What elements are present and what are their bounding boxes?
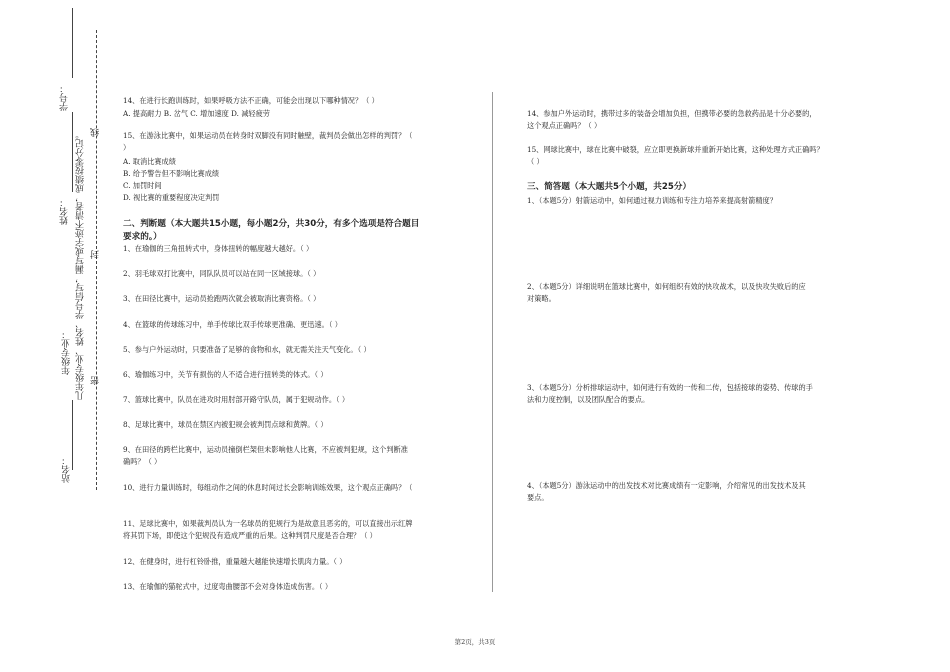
right-question-15-cont: （ ）	[527, 157, 544, 166]
judgment-7: 7、篮球比赛中，队员在进攻时用肘部开路守队员，属于犯规动作。（ ）	[123, 395, 350, 404]
judgment-9-cont: 确吗？（ ）	[123, 457, 162, 466]
judgment-3: 3、在田径比赛中，运动员抢跑两次就会被取消比赛资格。（ ）	[123, 294, 321, 303]
student-id-label: 学号：	[60, 84, 70, 111]
essay-4-cont: 要点。	[527, 493, 549, 502]
judgment-11-cont: 将其罚下场，即使这个犯规没有造成严重的后果。这种判罚尺度是否合理？（ ）	[123, 531, 377, 540]
judgment-5: 5、参与户外运动时，只要准备了足够的食物和水，就无需关注天气变化。（ ）	[123, 345, 371, 354]
school-label: 站名：	[62, 456, 72, 483]
question-14-options: A. 提高耐力 B. 岔气 C. 增加速度 D. 减轻疲劳	[123, 109, 270, 118]
name-label: 姓名：	[60, 198, 70, 225]
secret-char: 密	[91, 376, 101, 385]
section-2-title-cont: 要求的。）	[123, 232, 162, 242]
binding-warning-text: 几年级专业、姓名、学号信写，漏写或字迹不清者，成绩按零分记。	[76, 130, 86, 400]
question-15: 15、在游泳比赛中，如果运动员在转身时双脚没有同时触壁，裁判员会做出怎样的判罚？（	[123, 131, 413, 140]
essay-1: 1、（本题5分）射箭运动中，如何通过视力训练和专注力培养来提高射箭精度？	[527, 196, 777, 205]
right-question-14-cont: 这个观点正确吗？（ ）	[527, 121, 602, 130]
essay-3-cont: 法和力度控制，以及团队配合的要点。	[527, 395, 650, 404]
question-15-option-d: D. 视比赛的重要程度决定判罚	[123, 193, 220, 202]
grade-major-label: 年级专业：	[62, 330, 72, 375]
judgment-11: 11、足球比赛中，如果裁判员认为一名球员的犯规行为是故意且恶劣的，可以直接出示红牌	[123, 519, 413, 528]
essay-3: 3、（本题5分）分析排球运动中，如何进行有效的一传和二传，包括接球的姿势、传球的手	[527, 383, 813, 392]
judgment-8: 8、足球比赛中，球员在禁区内被犯规会被判罚点球和黄牌。（ ）	[123, 420, 328, 429]
judgment-13: 13、在瑜伽的猫驼式中，过度弯曲腰部不会对身体造成伤害。（ ）	[123, 582, 333, 591]
right-question-15: 15、网球比赛中，球在比赛中破裂，应立即更换新球并重新开始比赛，这种处理方式正确吗？	[527, 145, 824, 154]
essay-4: 4、（本题5分）游泳运动中的出发技术对比赛成绩有一定影响，介绍常见的出发技术及其	[527, 481, 806, 490]
judgment-2: 2、羽毛球双打比赛中，同队队员可以站在同一区域接球。（ ）	[123, 269, 321, 278]
right-question-14: 14、参加户外运动时，携带过多的装备会增加负担，但携带必要的急救药品是十分必要的，	[527, 109, 817, 118]
judgment-12: 12、在健身时，进行杠铃卧推，重量越大越能快速增长肌肉力量。（ ）	[123, 557, 347, 566]
question-14: 14、在进行长跑训练时，如果呼吸方法不正确，可能会出现以下哪种情况？（ ）	[123, 96, 379, 105]
judgment-9: 9、在田径的跨栏比赛中，运动员撞倒栏架但未影响他人比赛，不应被判犯规，这个判断准	[123, 445, 408, 454]
section-2-title: 二、判断题（本大题共15小题，每小题2分，共30分，有多个选项是符合题目	[123, 219, 420, 229]
judgment-1: 1、在瑜伽的三角扭转式中，身体扭转的幅度越大越好。（ ）	[123, 244, 314, 253]
question-15-option-c: C. 加罚时间	[123, 181, 162, 190]
judgment-6: 6、瑜伽练习中，关节有损伤的人不适合进行扭转类的体式。（ ）	[123, 370, 328, 379]
page-footer: 第2页，共3页	[454, 638, 496, 646]
essay-2: 2、（本题5分）详细说明在篮球比赛中，如何组织有效的快攻战术，以及快攻失败后的应	[527, 282, 806, 291]
seal-char: 封	[91, 250, 101, 259]
question-15-option-a: A. 取消比赛成绩	[123, 157, 176, 166]
question-15-cont: ）	[123, 143, 131, 152]
judgment-10: 10、进行力量训练时，每组动作之间的休息时间过长会影响训练效果，这个观点正确吗？（	[123, 483, 413, 492]
line-char: 线	[91, 128, 101, 137]
section-3-title: 三、简答题（本大题共5个小题，共25分）	[527, 182, 692, 192]
essay-2-cont: 对策略。	[527, 294, 556, 303]
judgment-4: 4、在篮球的传球练习中，单手传球比双手传球更准确、更迅速。（ ）	[123, 320, 342, 329]
question-15-option-b: B. 给予警告但不影响比赛成绩	[123, 169, 220, 178]
